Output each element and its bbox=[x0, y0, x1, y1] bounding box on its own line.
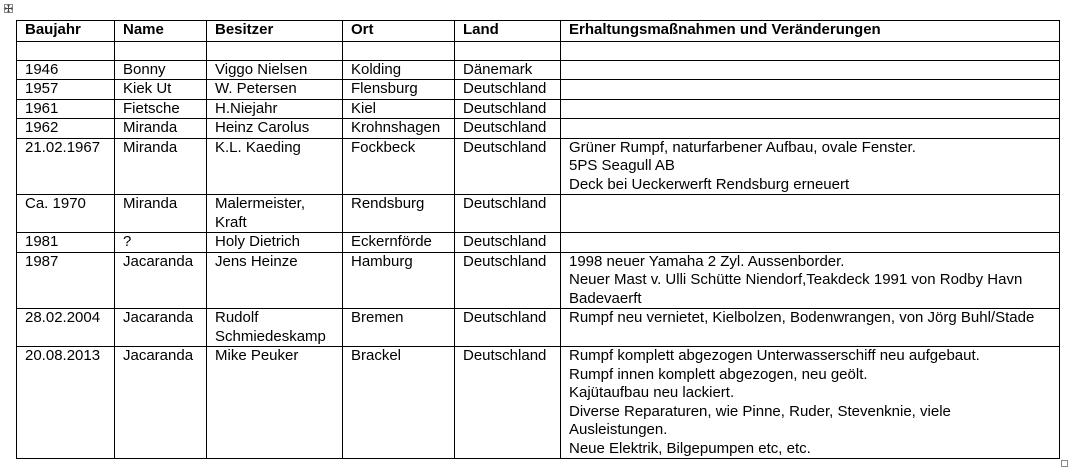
table-cell-name[interactable]: Miranda bbox=[115, 195, 207, 233]
boat-history-table bbox=[16, 20, 1060, 459]
table-cell-ort[interactable]: Brackel bbox=[343, 347, 455, 459]
table-cell-baujahr[interactable]: 1946 bbox=[17, 60, 115, 80]
note-line: Rumpf komplett abgezogen Unterwasserschiff neu aufgebaut. bbox=[569, 347, 980, 364]
note-line: Neue Elektrik, Bilgepumpen etc, etc. bbox=[569, 439, 811, 457]
table-row bbox=[17, 138, 1060, 195]
table-cell-baujahr[interactable]: 1962 bbox=[17, 119, 115, 139]
table-cell-besitzer[interactable]: Malermeister, Kraft bbox=[207, 195, 343, 233]
table-cell-empty[interactable] bbox=[455, 41, 561, 60]
table-cell-besitzer[interactable]: Viggo Nielsen bbox=[207, 60, 343, 80]
header-erhaltungsmassnahmen[interactable]: Erhaltungsmaßnahmen und Veränderungen bbox=[561, 21, 1060, 42]
table-cell-land[interactable]: Deutschland bbox=[455, 99, 561, 119]
note-line: Kajütaufbau neu lackiert. bbox=[569, 384, 735, 401]
table-cell-name[interactable]: ? bbox=[115, 233, 207, 253]
table-row bbox=[17, 347, 1060, 459]
table-cell-name[interactable]: Bonny bbox=[115, 60, 207, 80]
table-cell-land[interactable]: Deutschland bbox=[455, 80, 561, 100]
table-cell-empty[interactable] bbox=[561, 41, 1060, 60]
table-cell-ort[interactable]: Kolding bbox=[343, 60, 455, 80]
table-row bbox=[17, 80, 1060, 100]
table-cell-name[interactable]: Miranda bbox=[115, 119, 207, 139]
table-cell-empty[interactable] bbox=[115, 41, 207, 60]
table-cell-notes[interactable] bbox=[561, 119, 1060, 139]
table-cell-land[interactable]: Deutschland bbox=[455, 119, 561, 139]
table-cell-besitzer[interactable]: Holy Dietrich bbox=[207, 233, 343, 253]
table-cell-notes[interactable] bbox=[561, 80, 1060, 100]
table-cell-baujahr[interactable]: 1961 bbox=[17, 99, 115, 119]
table-cell-ort[interactable]: Hamburg bbox=[343, 252, 455, 309]
note-line: Rumpf innen komplett abgezogen, neu geölt. bbox=[569, 365, 868, 383]
table-resize-handle[interactable] bbox=[1061, 460, 1068, 467]
table-cell-besitzer[interactable]: Heinz Carolus bbox=[207, 119, 343, 139]
table-cell-name[interactable]: Fietsche bbox=[115, 99, 207, 119]
header-name[interactable]: Name bbox=[115, 21, 207, 42]
table-cell-name[interactable]: Jacaranda bbox=[115, 347, 207, 459]
table-cell-baujahr[interactable]: 1987 bbox=[17, 252, 115, 309]
table-cell-baujahr[interactable]: Ca. 1970 bbox=[17, 195, 115, 233]
header-ort[interactable]: Ort bbox=[343, 21, 455, 42]
table-cell-name[interactable]: Jacaranda bbox=[115, 309, 207, 347]
header-baujahr[interactable]: Baujahr bbox=[17, 21, 115, 42]
table-cell-notes[interactable] bbox=[561, 99, 1060, 119]
table-cell-ort[interactable]: Bremen bbox=[343, 309, 455, 347]
table-cell-notes[interactable] bbox=[561, 60, 1060, 80]
table-header-row bbox=[17, 21, 1060, 42]
header-land[interactable]: Land bbox=[455, 21, 561, 42]
table-cell-empty[interactable] bbox=[17, 41, 115, 60]
table-cell-land[interactable]: Deutschland bbox=[455, 233, 561, 253]
table-cell-notes[interactable] bbox=[561, 347, 1060, 459]
table-cell-notes[interactable] bbox=[561, 309, 1060, 347]
table-cell-name[interactable]: Kiek Ut bbox=[115, 80, 207, 100]
table-cell-baujahr[interactable]: 1957 bbox=[17, 80, 115, 100]
table-cell-notes[interactable] bbox=[561, 233, 1060, 253]
table-cell-baujahr[interactable]: 1981 bbox=[17, 233, 115, 253]
table-cell-ort[interactable]: Eckernförde bbox=[343, 233, 455, 253]
table-cell-land[interactable]: Deutschland bbox=[455, 347, 561, 459]
table-cell-baujahr[interactable]: 20.08.2013 bbox=[17, 347, 115, 459]
table-cell-besitzer[interactable]: Jens Heinze bbox=[207, 252, 343, 309]
table-cell-name[interactable]: Jacaranda bbox=[115, 252, 207, 309]
table-cell-ort[interactable]: Krohnshagen bbox=[343, 119, 455, 139]
table-cell-ort[interactable]: Fockbeck bbox=[343, 138, 455, 195]
table-row bbox=[17, 252, 1060, 309]
table-cell-notes[interactable] bbox=[561, 138, 1060, 195]
table-move-handle-icon[interactable] bbox=[4, 4, 13, 13]
table-cell-empty[interactable] bbox=[343, 41, 455, 60]
table-cell-ort[interactable]: Rendsburg bbox=[343, 195, 455, 233]
table-cell-empty[interactable] bbox=[207, 41, 343, 60]
table-cell-notes[interactable] bbox=[561, 252, 1060, 309]
table-cell-ort[interactable]: Flensburg bbox=[343, 80, 455, 100]
table-cell-notes[interactable] bbox=[561, 195, 1060, 233]
note-line: Deck bei Ueckerwerft Rendsburg erneuert bbox=[569, 175, 850, 193]
table-row-empty bbox=[17, 41, 1060, 60]
table-cell-besitzer[interactable]: Mike Peuker bbox=[207, 347, 343, 459]
table-cell-baujahr[interactable]: 21.02.1967 bbox=[17, 138, 115, 195]
table-cell-besitzer[interactable]: H.Niejahr bbox=[207, 99, 343, 119]
table-row bbox=[17, 60, 1060, 80]
note-line: Diverse Reparaturen, wie Pinne, Ruder, Stevenknie, viele Ausleistungen. bbox=[569, 402, 951, 438]
table-cell-baujahr[interactable]: 28.02.2004 bbox=[17, 309, 115, 347]
table-row bbox=[17, 119, 1060, 139]
note-line: 5PS Seagull AB bbox=[569, 157, 675, 174]
table-cell-besitzer[interactable]: W. Petersen bbox=[207, 80, 343, 100]
table-cell-land[interactable]: Deutschland bbox=[455, 195, 561, 233]
table-row bbox=[17, 99, 1060, 119]
table-cell-ort[interactable]: Kiel bbox=[343, 99, 455, 119]
note-line: Grüner Rumpf, naturfarbener Aufbau, ovale Fenster. bbox=[569, 138, 916, 156]
table-cell-land[interactable]: Deutschland bbox=[455, 309, 561, 347]
header-besitzer[interactable]: Besitzer bbox=[207, 21, 343, 42]
table-cell-land[interactable]: Dänemark bbox=[455, 60, 561, 80]
table-row bbox=[17, 195, 1060, 233]
table-cell-name[interactable]: Miranda bbox=[115, 138, 207, 195]
note-line: Neuer Mast v. Ulli Schütte Niendorf,Teakdeck 1991 von Rodby Havn Badevaerft bbox=[569, 271, 1023, 307]
table-cell-land[interactable]: Deutschland bbox=[455, 252, 561, 309]
note-line: Rumpf neu vernietet, Kielbolzen, Bodenwrangen, von Jörg Buhl/Stade bbox=[569, 309, 1035, 326]
note-line: 1998 neuer Yamaha 2 Zyl. Aussenborder. bbox=[569, 252, 845, 270]
table-cell-besitzer[interactable]: Rudolf Schmiedeskamp bbox=[207, 309, 343, 347]
table-cell-besitzer[interactable]: K.L. Kaeding bbox=[207, 138, 343, 195]
four-way-arrow-icon bbox=[4, 4, 13, 13]
table-row bbox=[17, 309, 1060, 347]
table-cell-land[interactable]: Deutschland bbox=[455, 138, 561, 195]
table-row bbox=[17, 233, 1060, 253]
